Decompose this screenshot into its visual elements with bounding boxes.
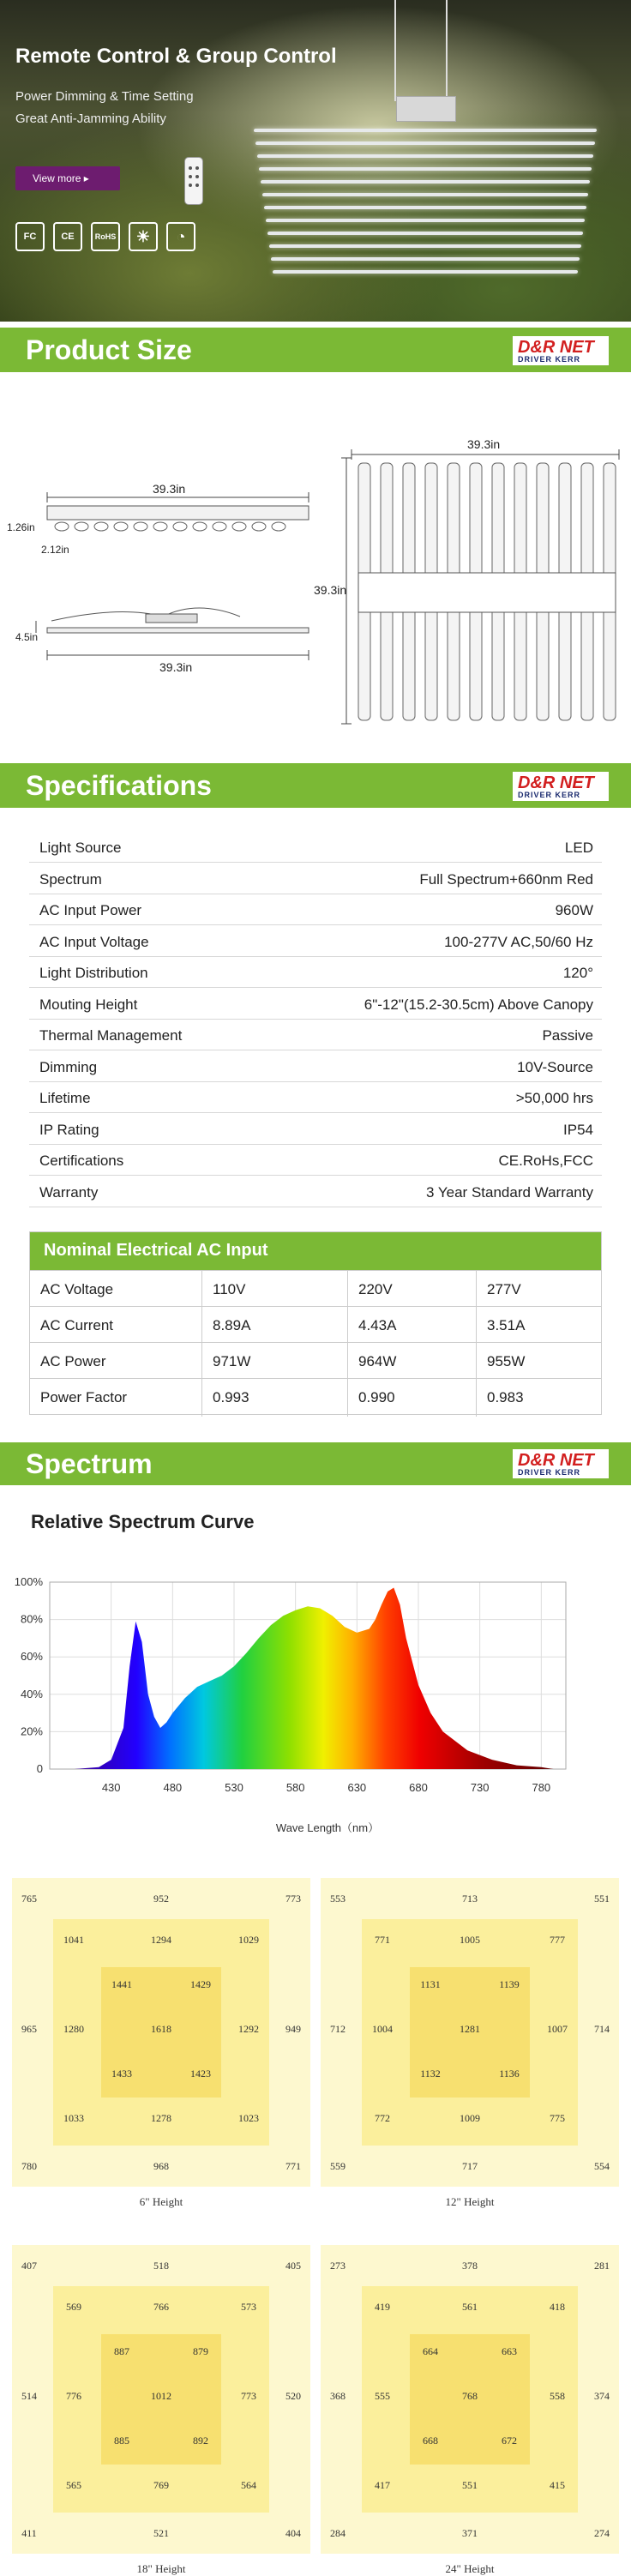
front-view-lenses — [55, 522, 285, 531]
fixture-bar — [261, 180, 591, 184]
ppfd-value: 1618 — [151, 2023, 171, 2035]
ppfd-value: 668 — [423, 2435, 438, 2447]
ppfd-value: 772 — [375, 2112, 390, 2124]
spec-row — [29, 1051, 602, 1082]
ppfd-value: 717 — [462, 2160, 478, 2172]
y-tick-label: 80% — [20, 1612, 43, 1626]
fixture-end-cap — [134, 522, 147, 531]
ppfd-value: 1136 — [499, 2067, 520, 2079]
nominal-value: 3.51A — [476, 1307, 601, 1345]
ppfd-value: 952 — [153, 1893, 169, 1905]
fixture-end-cap — [272, 522, 285, 531]
nominal-value: 971W — [201, 1343, 347, 1381]
nominal-key: AC Voltage — [40, 1281, 114, 1297]
spec-value: 960W — [555, 902, 593, 918]
spec-value: 120° — [562, 965, 593, 981]
ppfd-value: 1292 — [238, 2023, 259, 2035]
hero-banner — [0, 0, 631, 322]
fixture-end-cap — [193, 522, 207, 531]
ppfd-value: 1139 — [499, 1978, 520, 1990]
fixture-bar — [271, 257, 580, 261]
ppfd-map — [321, 1878, 619, 2187]
depth-label: 2.12in — [41, 544, 69, 556]
ppfd-value: 569 — [66, 2301, 81, 2313]
fixture-end-cap — [232, 522, 246, 531]
ppfd-value: 968 — [153, 2160, 169, 2172]
brand-logo: D&R NET DRIVER KERR — [513, 336, 609, 365]
ppfd-value: 771 — [285, 2160, 301, 2172]
fixture-bar — [264, 206, 587, 209]
ppfd-value: 273 — [330, 2260, 346, 2272]
ppfd-value: 771 — [375, 1934, 390, 1946]
section-title: Product Size — [26, 334, 192, 365]
ppfd-value: 879 — [193, 2345, 208, 2357]
timer-icon: ◔ — [166, 222, 195, 251]
fcc-icon: FC — [15, 222, 45, 251]
spec-row — [29, 989, 602, 1020]
ppfd-value: 521 — [153, 2527, 169, 2539]
ppfd-value: 281 — [594, 2260, 610, 2272]
spec-row — [29, 1114, 602, 1145]
ppfd-value: 773 — [285, 1893, 301, 1905]
brand-logo: D&R NET DRIVER KERR — [513, 772, 609, 801]
section-title: Specifications — [26, 770, 212, 801]
ppfd-value: 713 — [462, 1893, 478, 1905]
y-tick-label: 40% — [20, 1687, 43, 1700]
spectrum-heading: Relative Spectrum Curve — [31, 1511, 255, 1532]
ppfd-value: 564 — [241, 2479, 256, 2491]
fixture-end-cap — [94, 522, 108, 531]
ppfd-value: 378 — [462, 2260, 478, 2272]
ppfd-value: 417 — [375, 2479, 390, 2491]
section-title: Spectrum — [26, 1448, 153, 1479]
spec-row — [29, 1145, 602, 1176]
ppfd-value: 1009 — [460, 2112, 480, 2124]
ppfd-value: 411 — [21, 2527, 37, 2539]
hanger-wire — [394, 0, 396, 101]
ppfd-value: 553 — [330, 1893, 346, 1905]
ppfd-value: 404 — [285, 2527, 301, 2539]
ppfd-value: 1007 — [547, 2023, 568, 2035]
fixture-end-cap — [55, 522, 69, 531]
ppfd-value: 518 — [153, 2260, 169, 2272]
nominal-row — [30, 1270, 601, 1306]
fixture-bar — [262, 193, 589, 196]
y-tick-label: 60% — [20, 1650, 43, 1664]
fixture-end-cap — [153, 522, 167, 531]
ppfd-caption: 6" Height — [139, 2195, 183, 2208]
ppfd-value: 1423 — [190, 2067, 211, 2079]
fixture-end-cap — [252, 522, 266, 531]
fixture-bar — [259, 167, 592, 171]
nominal-value: 964W — [347, 1343, 476, 1381]
spec-row — [29, 1082, 602, 1113]
ppfd-value: 1281 — [460, 2023, 480, 2035]
x-tick-label: 680 — [409, 1781, 428, 1794]
ppfd-value: 1005 — [460, 1934, 480, 1946]
nominal-ac-table — [29, 1231, 602, 1415]
spec-key: AC Input Power — [39, 902, 142, 918]
ppfd-value: 780 — [21, 2160, 37, 2172]
fixture-bar — [255, 141, 596, 145]
width-label-top: 39.3in — [467, 437, 501, 451]
spec-key: Mouting Height — [39, 996, 138, 1013]
spectrum-area — [75, 1588, 554, 1770]
x-tick-label: 780 — [532, 1781, 551, 1794]
ppfd-value: 1033 — [63, 2112, 84, 2124]
fixture-bar — [254, 129, 598, 132]
ppfd-value: 419 — [375, 2301, 390, 2313]
ppfd-value: 1294 — [151, 1934, 171, 1946]
ppfd-value: 672 — [502, 2435, 517, 2447]
ppfd-caption: 18" Height — [136, 2562, 186, 2575]
ppfd-value: 1041 — [63, 1934, 84, 1946]
x-tick-label: 730 — [470, 1781, 490, 1794]
nominal-value: 110V — [201, 1271, 347, 1309]
hero-line-2: Great Anti-Jamming Ability — [15, 111, 166, 126]
spec-value: Passive — [542, 1027, 593, 1044]
x-tick-label: 530 — [225, 1781, 243, 1794]
spec-key: Thermal Management — [39, 1027, 183, 1044]
nominal-value: 0.990 — [347, 1379, 476, 1417]
ppfd-value: 965 — [21, 2023, 37, 2035]
fixture-end-cap — [114, 522, 128, 531]
side-height-label: 4.5in — [15, 631, 39, 643]
nominal-key: AC Current — [40, 1317, 114, 1333]
ppfd-value: 1023 — [238, 2112, 259, 2124]
ppfd-value: 768 — [462, 2390, 478, 2402]
spec-key: Lifetime — [39, 1090, 91, 1106]
ppfd-value: 664 — [423, 2345, 438, 2357]
spec-value: Full Spectrum+660nm Red — [419, 870, 593, 888]
spectrum-series-area — [75, 1588, 554, 1770]
height-label-top: 39.3in — [314, 583, 347, 597]
ppfd-value: 520 — [285, 2390, 301, 2402]
ppfd-value: 559 — [330, 2160, 346, 2172]
ppfd-value: 558 — [550, 2390, 565, 2402]
spec-value: LED — [564, 840, 593, 856]
ppfd-value: 1280 — [63, 2023, 84, 2035]
x-axis-label: Wave Length（nm） — [275, 1821, 380, 1834]
ppfd-value: 274 — [594, 2527, 610, 2539]
ppfd-value: 766 — [153, 2301, 169, 2313]
fixture-end-cap — [75, 522, 88, 531]
ppfd-value: 1441 — [111, 1978, 132, 1990]
ppfd-value: 885 — [114, 2435, 129, 2447]
nominal-key: Power Factor — [40, 1389, 128, 1405]
driver-box — [396, 96, 456, 122]
ppfd-value: 405 — [285, 2260, 301, 2272]
spec-key: AC Input Voltage — [39, 933, 149, 950]
ppfd-value: 949 — [285, 2023, 301, 2035]
spec-key: Certifications — [39, 1153, 124, 1169]
nominal-row — [30, 1378, 601, 1414]
nominal-row — [30, 1342, 601, 1378]
ppfd-value: 374 — [594, 2390, 610, 2402]
ppfd-value: 368 — [330, 2390, 346, 2402]
spec-value: CE.RoHs,FCC — [498, 1153, 593, 1169]
x-tick-label: 430 — [101, 1781, 121, 1794]
nominal-value: 220V — [347, 1271, 476, 1309]
ppfd-value: 663 — [502, 2345, 517, 2357]
spec-key: Spectrum — [39, 870, 102, 888]
ppfd-value: 573 — [241, 2301, 256, 2313]
ppfd-value: 418 — [550, 2301, 565, 2313]
ppfd-value: 551 — [594, 1893, 610, 1905]
ppfd-value: 769 — [153, 2479, 169, 2491]
width-label-side: 39.3in — [159, 660, 193, 674]
ppfd-value: 1429 — [190, 1978, 211, 1990]
ppfd-value: 777 — [550, 1934, 565, 1946]
nominal-table-title: Nominal Electrical AC Input — [30, 1232, 601, 1270]
spec-row — [29, 894, 602, 925]
ppfd-value: 371 — [462, 2527, 478, 2539]
brand-logo: D&R NET DRIVER KERR — [513, 1449, 609, 1478]
nominal-value: 4.43A — [347, 1307, 476, 1345]
fixture-bar — [257, 154, 594, 158]
spectrum-chart — [0, 1569, 631, 1852]
spec-value: IP54 — [563, 1121, 593, 1138]
ppfd-value: 776 — [66, 2390, 81, 2402]
y-tick-label: 20% — [20, 1724, 43, 1738]
ppfd-value: 773 — [241, 2390, 256, 2402]
x-tick-label: 480 — [163, 1781, 183, 1794]
spec-key: IP Rating — [39, 1121, 99, 1138]
spec-value: 10V-Source — [517, 1058, 593, 1075]
ppfd-map — [12, 1878, 310, 2187]
ppfd-value: 565 — [66, 2479, 81, 2491]
dimension-drawings — [0, 372, 631, 749]
ppfd-value: 554 — [594, 2160, 610, 2172]
specifications-banner — [0, 763, 631, 808]
spec-row — [29, 1020, 602, 1050]
ppfd-value: 1131 — [420, 1978, 441, 1990]
nominal-value: 0.993 — [201, 1379, 347, 1417]
fixture-bar — [266, 219, 586, 222]
fixture-bar — [273, 270, 579, 274]
fixture-bar — [269, 244, 582, 248]
nominal-value: 0.983 — [476, 1379, 601, 1417]
ppfd-value: 765 — [21, 1893, 37, 1905]
ppfd-value: 887 — [114, 2345, 129, 2357]
view-more-button[interactable]: View more ▸ — [15, 166, 120, 190]
rohs-icon: RoHS — [91, 222, 120, 251]
ppfd-value: 1004 — [372, 2023, 393, 2035]
spec-row — [29, 864, 602, 894]
fixture-bar — [267, 232, 584, 235]
ppfd-value: 1029 — [238, 1934, 259, 1946]
spec-key: Dimming — [39, 1058, 98, 1075]
remote-control-image — [184, 157, 203, 205]
ppfd-value: 1433 — [111, 2067, 132, 2079]
ppfd-value: 407 — [21, 2260, 37, 2272]
spec-value: 6"-12"(15.2-30.5cm) Above Canopy — [364, 996, 593, 1013]
spec-key: Light Distribution — [39, 965, 148, 981]
spec-row — [29, 832, 602, 863]
ppfd-value: 712 — [330, 2023, 346, 2035]
ppfd-map — [321, 2245, 619, 2554]
ppfd-value: 514 — [21, 2390, 37, 2402]
nominal-value: 277V — [476, 1271, 601, 1309]
ppfd-value: 284 — [330, 2527, 346, 2539]
height-label-front: 1.26in — [7, 521, 35, 533]
ppfd-value: 1132 — [420, 2067, 441, 2079]
ppfd-value: 551 — [462, 2479, 478, 2491]
spec-row — [29, 926, 602, 957]
ppfd-value: 1278 — [151, 2112, 171, 2124]
ppfd-value: 775 — [550, 2112, 565, 2124]
ppfd-value: 555 — [375, 2390, 390, 2402]
product-size-banner — [0, 328, 631, 372]
ppfd-value: 561 — [462, 2301, 478, 2313]
ppfd-value: 714 — [594, 2023, 610, 2035]
ppfd-value: 1012 — [151, 2390, 171, 2402]
hero-title: Remote Control & Group Control — [15, 45, 337, 68]
width-label-front: 39.3in — [153, 482, 186, 496]
nominal-value: 8.89A — [201, 1307, 347, 1345]
ce-icon: CE — [53, 222, 82, 251]
spec-value: 3 Year Standard Warranty — [426, 1183, 593, 1201]
hanger-wire — [446, 0, 448, 101]
spec-value: >50,000 hrs — [515, 1090, 593, 1106]
fixture-end-cap — [173, 522, 187, 531]
ppfd-map — [12, 2245, 310, 2554]
x-tick-label: 630 — [347, 1781, 367, 1794]
ppfd-value: 892 — [193, 2435, 208, 2447]
x-tick-label: 580 — [285, 1781, 305, 1794]
spec-key: Warranty — [39, 1183, 99, 1201]
ppfd-caption: 12" Height — [445, 2195, 495, 2208]
hero-line-1: Power Dimming & Time Setting — [15, 89, 194, 104]
ppfd-value: 415 — [550, 2479, 565, 2491]
fixture-end-cap — [213, 522, 226, 531]
y-tick-label: 100% — [14, 1575, 43, 1588]
spec-key: Light Source — [39, 840, 122, 856]
nominal-key: AC Power — [40, 1353, 106, 1369]
spectrum-banner — [0, 1442, 631, 1485]
nominal-row — [30, 1306, 601, 1342]
sun-icon: ☀ — [129, 222, 158, 251]
spec-row — [29, 1177, 602, 1207]
ppfd-caption: 24" Height — [445, 2562, 495, 2575]
spec-row — [29, 957, 602, 988]
spec-value: 100-277V AC,50/60 Hz — [444, 933, 593, 950]
y-tick-label: 0 — [36, 1762, 43, 1775]
nominal-value: 955W — [476, 1343, 601, 1381]
